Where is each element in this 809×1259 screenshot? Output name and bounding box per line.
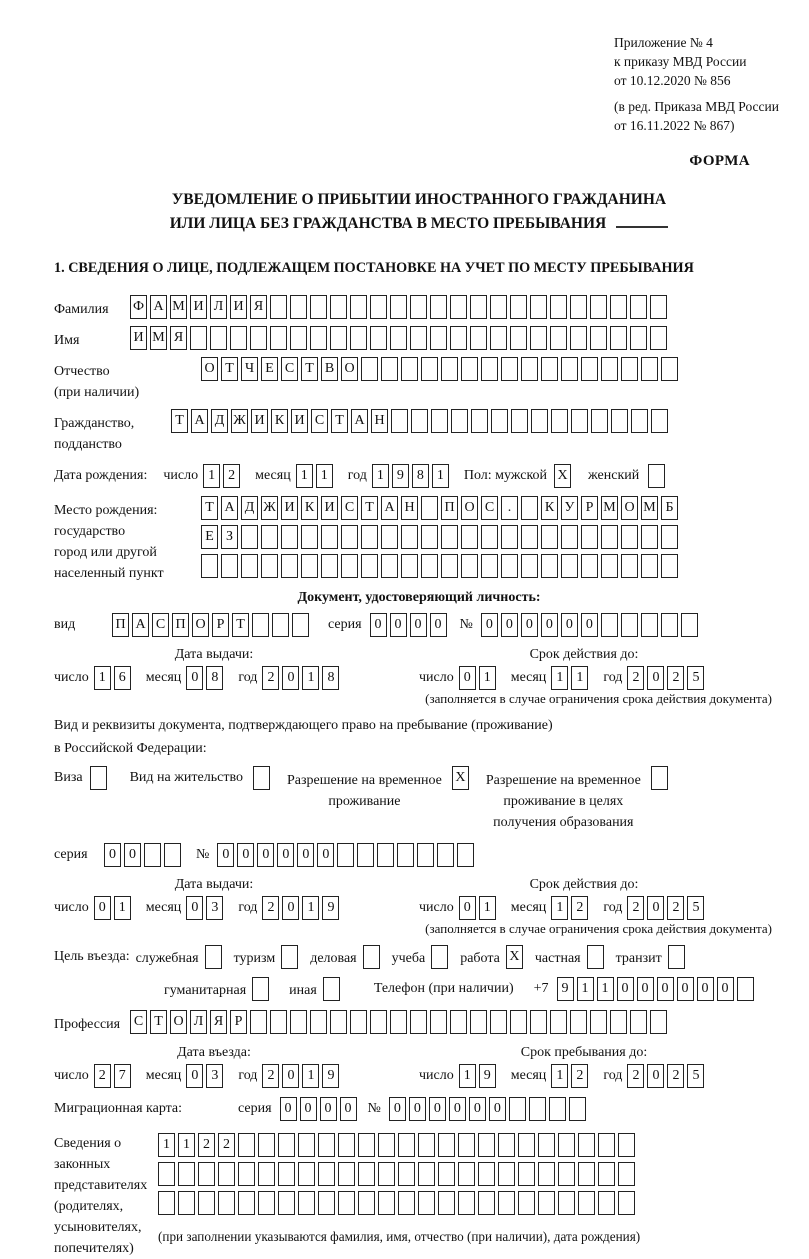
form-label: ФОРМА [689, 153, 750, 170]
identity-issue-day-cells: 1 6 [94, 666, 134, 690]
day-label: число [419, 900, 454, 916]
phone-cells: 9 1 1 0 0 0 0 0 0 [557, 977, 757, 1001]
residence-intro-line1: Вид и реквизиты документа, подтверждающего право на пребывание (проживание) [54, 718, 553, 734]
purpose-option-label: туризм [233, 951, 276, 967]
residence-valid-day-cells: 0 1 [459, 896, 499, 920]
validity-note: (заполняется в случае ограничения срока действия документа) [425, 921, 772, 937]
stay-until-col [419, 1045, 784, 1088]
purpose-option-label: служебная [135, 951, 199, 967]
representatives-cells-block [158, 1129, 640, 1245]
residence-valid-month-cells: 1 2 [551, 896, 591, 920]
entry-day-cells: 2 7 [94, 1064, 134, 1088]
identity-valid-month-cells: 1 1 [551, 666, 591, 690]
identity-valid-year-cells: 2 0 2 5 [627, 666, 707, 690]
identity-issue-date-group [54, 666, 354, 690]
title-blank-underline [616, 226, 668, 228]
birth-day-cells: 1 2 [203, 464, 243, 488]
profession-label: Профессия [54, 1017, 121, 1033]
birth-month-cells: 1 1 [296, 464, 336, 488]
residence-issue-month-cells: 0 3 [186, 896, 226, 920]
revision-line: от 16.11.2022 № 867) [614, 117, 735, 133]
day-label: число [419, 670, 454, 686]
residence-issue-day-cells: 0 1 [94, 896, 134, 920]
day-label: число [419, 1068, 454, 1084]
purpose-option-label: работа [460, 951, 500, 967]
birthplace-cells-row3 [201, 554, 681, 578]
year-label: год [238, 670, 258, 686]
residence-valid-date-group [419, 896, 719, 920]
patronymic-row [54, 357, 784, 403]
valid-until-heading: Срок действия до: [529, 647, 639, 663]
migration-number-label: № [367, 1101, 381, 1117]
identity-valid-day-cells: 0 1 [459, 666, 499, 690]
birthplace-cells-row1: Т А Д Ж И К И С Т А Н П О С . К У Р М О М Б [201, 496, 681, 520]
representatives-note: (при заполнении указываются фамилия, имя, отчество (при наличии), дата рождения) [158, 1229, 641, 1245]
representatives-row [54, 1129, 784, 1259]
issue-date-heading: Дата выдачи: [174, 877, 254, 893]
identity-issue-month-cells: 0 8 [186, 666, 226, 690]
stay-day-cells: 1 9 [459, 1064, 499, 1088]
month-label: месяц [145, 1068, 182, 1084]
entry-month-cells: 0 3 [186, 1064, 226, 1088]
identity-doc-dates [54, 647, 784, 690]
day-label: число [54, 1068, 89, 1084]
entry-year-cells: 2 0 1 9 [262, 1064, 342, 1088]
entry-purpose-row [54, 945, 784, 969]
identity-doc-heading: Документ, удостоверяющий личность: [297, 590, 541, 606]
year-label: год [238, 1068, 258, 1084]
birthplace-label: Место рождения: государство город или другой населенный пункт [54, 503, 164, 582]
doc-series-label: серия [328, 617, 362, 633]
year-label: год [603, 670, 623, 686]
day-label: число [163, 468, 199, 484]
birthplace-cells-row2: Е З [201, 525, 681, 549]
day-label: число [54, 900, 89, 916]
residence-permit-label: Вид на жительство [129, 770, 243, 786]
residence-issue-col [54, 877, 419, 920]
form-title [54, 188, 784, 236]
birthplace-row [54, 496, 784, 584]
representatives-label: Сведения о законных представителях (родителях, усыновителях, попечителях) [54, 1136, 148, 1257]
surname-cells: Ф А М И Л И Я [130, 295, 670, 319]
residence-valid-year-cells: 2 0 2 5 [627, 896, 707, 920]
citizenship-row [54, 409, 784, 455]
surname-row [54, 295, 784, 320]
profession-cells: С Т О Л Я Р [130, 1010, 670, 1034]
month-label: месяц [145, 900, 182, 916]
year-label: год [603, 1068, 623, 1084]
valid-until-heading: Срок действия до: [529, 877, 639, 893]
identity-valid-col [419, 647, 784, 690]
sex-female-label: женский [588, 468, 640, 484]
birth-date-label: Дата рождения: [54, 468, 148, 484]
migration-series-label: серия [238, 1101, 272, 1117]
birth-date-group [163, 464, 463, 488]
residence-series-cells: 0 0 [104, 843, 184, 867]
residence-permit-options-row [54, 766, 784, 833]
migration-series-cells: 0 0 0 0 [280, 1097, 360, 1121]
doc-kind-label: вид [54, 617, 76, 633]
profession-row [54, 1010, 784, 1035]
validity-note: (заполняется в случае ограничения срока действия документа) [425, 691, 772, 707]
month-label: месяц [255, 468, 291, 484]
residence-number-label: № [196, 847, 210, 863]
year-label: год [603, 900, 623, 916]
purpose-option-checkbox [668, 945, 688, 969]
purpose-option-checkbox [252, 977, 272, 1001]
entry-date-heading: Дата въезда: [177, 1045, 251, 1061]
entry-purpose-label: Цель въезда: [54, 949, 130, 965]
purpose-option-checkbox [363, 945, 383, 969]
phone-prefix: +7 [533, 981, 549, 997]
appendix-note [614, 34, 809, 135]
revision-line: (в ред. Приказа МВД России [614, 98, 779, 114]
stay-until-heading: Срок пребывания до: [520, 1045, 648, 1061]
migration-number-cells: 0 0 0 0 0 0 [389, 1097, 589, 1121]
entry-date-col [54, 1045, 419, 1088]
stay-month-cells: 1 2 [551, 1064, 591, 1088]
purpose-option-checkbox: X [506, 945, 526, 969]
representatives-cells-row2 [158, 1162, 640, 1186]
identity-valid-date-group [419, 666, 719, 690]
month-label: месяц [510, 670, 547, 686]
purpose-option-checkbox [281, 945, 301, 969]
birth-date-row [54, 464, 784, 488]
edu-residence-label: Разрешение на временное проживание в целях получения образования [485, 773, 641, 831]
edu-residence-checkbox [651, 766, 671, 790]
appendix-line: от 10.12.2020 № 856 [614, 72, 731, 88]
residence-issue-date-group [54, 896, 354, 920]
citizenship-cells: Т А Д Ж И К И С Т А Н [171, 409, 671, 433]
residence-valid-col [419, 877, 784, 920]
form-title-line2: ИЛИ ЛИЦА БЕЗ ГРАЖДАНСТВА В МЕСТО ПРЕБЫВАНИЯ [54, 212, 784, 236]
purpose-option-label: учеба [391, 951, 426, 967]
purpose-option-checkbox [587, 945, 607, 969]
identity-issue-year-cells: 2 0 1 8 [262, 666, 342, 690]
name-cells: И М Я [130, 326, 670, 350]
citizenship-label: Гражданство, подданство [54, 416, 135, 453]
residence-issue-year-cells: 2 0 1 9 [262, 896, 342, 920]
birth-year-cells: 1 9 8 1 [372, 464, 452, 488]
name-label: Имя [54, 333, 80, 349]
purpose-option-label: транзит [615, 951, 662, 967]
visa-checkbox [90, 766, 110, 790]
doc-series-cells: 0 0 0 0 [370, 613, 450, 637]
purpose-option-label: иная [289, 983, 317, 999]
migration-card-row [54, 1097, 784, 1121]
year-label: год [347, 468, 367, 484]
residence-permit-checkbox [253, 766, 273, 790]
sex-male-checkbox: X [554, 464, 574, 488]
name-row [54, 326, 784, 351]
purpose-second-line [54, 977, 784, 1001]
residence-doc-dates [54, 877, 784, 920]
residence-number-cells: 0 0 0 0 0 0 [217, 843, 477, 867]
form-title-line1: УВЕДОМЛЕНИЕ О ПРИБЫТИИ ИНОСТРАННОГО ГРАЖДАНИНА [171, 191, 667, 209]
doc-kind-cells: П А С П О Р Т [112, 613, 312, 637]
patronymic-label: Отчество (при наличии) [54, 364, 140, 401]
sex-female-checkbox [648, 464, 668, 488]
day-label: число [54, 670, 89, 686]
section1-heading: 1. СВЕДЕНИЯ О ЛИЦЕ, ПОДЛЕЖАЩЕМ ПОСТАНОВКЕ НА УЧЕТ ПО МЕСТУ ПРЕБЫВАНИЯ [54, 260, 694, 277]
year-label: год [238, 900, 258, 916]
entry-stay-dates [54, 1045, 784, 1088]
purpose-option-label: гуманитарная [164, 983, 247, 999]
appendix-line: Приложение № 4 [614, 35, 713, 50]
stay-year-cells: 2 0 2 5 [627, 1064, 707, 1088]
identity-doc-row [54, 613, 784, 637]
temp-residence-label: Разрешение на временное проживание [286, 773, 442, 810]
residence-doc-intro [54, 715, 784, 760]
visa-label: Виза [54, 770, 83, 786]
month-label: месяц [510, 1068, 547, 1084]
purpose-option-label: частная [534, 951, 581, 967]
purpose-option-checkbox [431, 945, 451, 969]
purpose-option-label: деловая [310, 951, 357, 967]
sex-label: Пол: мужской [463, 468, 548, 484]
purpose-option-checkbox [323, 977, 343, 1001]
month-label: месяц [510, 900, 547, 916]
temp-residence-checkbox: X [452, 766, 472, 790]
surname-label: Фамилия [54, 302, 109, 318]
residence-intro-line2: в Российской Федерации: [54, 740, 207, 756]
representatives-cells-row1: 1 1 2 2 [158, 1133, 640, 1157]
month-label: месяц [145, 670, 182, 686]
stay-until-date-group [419, 1064, 719, 1088]
residence-series-row [54, 843, 784, 867]
representatives-cells-row3 [158, 1191, 640, 1215]
entry-date-group [54, 1064, 354, 1088]
migration-card-label: Миграционная карта: [54, 1101, 183, 1117]
phone-label: Телефон (при наличии) [373, 981, 514, 997]
patronymic-cells: О Т Ч Е С Т В О [201, 357, 681, 381]
birthplace-cells-block [201, 496, 681, 583]
doc-number-label: № [459, 617, 473, 633]
doc-number-cells: 0 0 0 0 0 0 [481, 613, 701, 637]
residence-series-label: серия [54, 847, 88, 863]
issue-date-heading: Дата выдачи: [174, 647, 254, 663]
purpose-option-checkbox [205, 945, 225, 969]
appendix-line: к приказу МВД России [614, 53, 747, 69]
identity-issue-col [54, 647, 419, 690]
